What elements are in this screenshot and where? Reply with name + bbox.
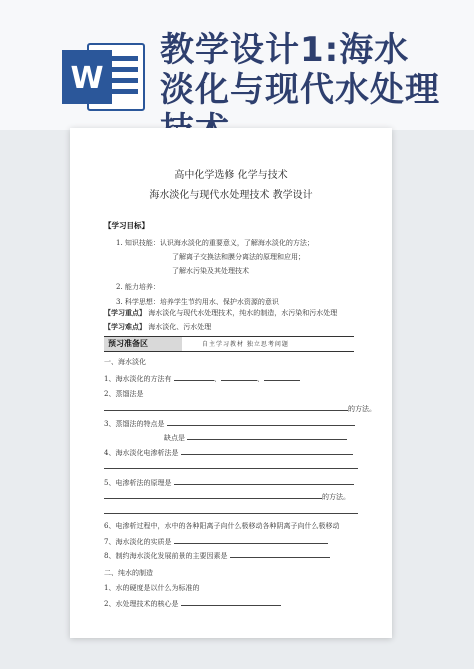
section-2-heading: 二、纯水的制造 (104, 569, 153, 577)
question-3-text: 3、蒸馏法的特点是 (104, 420, 165, 428)
answer-blank[interactable] (174, 536, 328, 544)
answer-blank[interactable] (104, 491, 322, 499)
difficulty-text: 海水淡化、污水处理 (148, 323, 212, 331)
doc-heading-2: 海水淡化与现代水处理技术 教学设计 (149, 190, 313, 201)
answer-blank[interactable] (187, 432, 347, 440)
answer-blank[interactable] (174, 477, 354, 485)
question-1-text: 1、海水淡化的方法有 (104, 375, 172, 383)
question-2: 2、蒸馏法是 (104, 390, 144, 398)
answer-blank[interactable] (174, 373, 214, 381)
answer-blank[interactable] (104, 506, 358, 514)
answer-blank[interactable] (221, 373, 257, 381)
answer-blank[interactable] (104, 403, 348, 411)
doc-heading-1: 高中化学选修 化学与技术 (174, 170, 288, 181)
document-page (70, 128, 392, 638)
word-document-icon (60, 40, 148, 114)
focus-label: 【学习重点】 (104, 309, 146, 317)
title-line-2: 淡化与现代水处理 (160, 70, 440, 110)
question-5-line (104, 491, 350, 502)
prep-banner (104, 336, 354, 352)
focus-row (104, 308, 337, 318)
question-5-text: 5、电渗析法的原理是 (104, 479, 172, 487)
goal-3: 3. 科学思想：培养学生节约用水、保护水资源的意识 (116, 298, 279, 306)
question-3b-text: 缺点是 (164, 434, 185, 442)
question-7 (104, 536, 328, 547)
focus-text: 海水淡化与现代水处理技术，纯水的制造，水污染和污水处理 (148, 309, 338, 317)
answer-blank[interactable] (264, 373, 300, 381)
answer-blank[interactable] (181, 447, 353, 455)
title-line-1: 教学设计1:海水 (160, 30, 410, 70)
question-4-text: 4、海水淡化电渗析法是 (104, 449, 179, 457)
goal-1b: 了解离子交换法和膜分离法的原理和应用； (172, 253, 305, 261)
blank-line (104, 506, 358, 516)
banner-subtitle: 自主学习教材 独立思考问题 (202, 341, 289, 348)
question-r2-text: 2、水处理技术的核心是 (104, 600, 179, 608)
question-r2 (104, 598, 281, 609)
question-3b (164, 432, 347, 443)
question-8 (104, 550, 330, 561)
section-1-heading: 一、海水淡化 (104, 358, 146, 366)
question-5-end: 的方法。 (322, 493, 350, 501)
question-4 (104, 447, 353, 458)
difficulty-label: 【学习难点】 (104, 323, 146, 331)
goal-1c: 了解水污染及其处理技术 (172, 267, 249, 275)
answer-blank[interactable] (167, 418, 355, 426)
question-2-line (104, 403, 376, 414)
question-8-text: 8、制约海水淡化发展前景的主要因素是 (104, 552, 228, 560)
question-7-text: 7、海水淡化的实质是 (104, 538, 172, 546)
question-2-end: 的方法。 (348, 405, 376, 413)
difficulty-row (104, 322, 211, 332)
svg-text:W: W (70, 61, 104, 96)
banner-title: 预习准备区 (104, 337, 182, 351)
question-5 (104, 477, 354, 488)
question-6: 6、电渗析过程中，水中的各种阳离子向什么极移动各种阴离子向什么极移动 (104, 522, 340, 530)
goals-label: 【学习目标】 (104, 221, 149, 230)
answer-blank[interactable] (104, 461, 358, 469)
answer-blank[interactable] (230, 550, 330, 558)
goal-1: 1. 知识技能：认识海水淡化的重要意义，了解海水淡化的方法； (116, 239, 314, 247)
question-r1: 1、水的硬度是以什么为标准的 (104, 584, 200, 592)
question-1: 1、海水淡化的方法有 、 、 (104, 373, 300, 384)
question-4-line (104, 461, 358, 471)
answer-blank[interactable] (181, 598, 281, 606)
goal-2: 2. 能力培养： (116, 283, 160, 291)
question-3 (104, 418, 355, 429)
